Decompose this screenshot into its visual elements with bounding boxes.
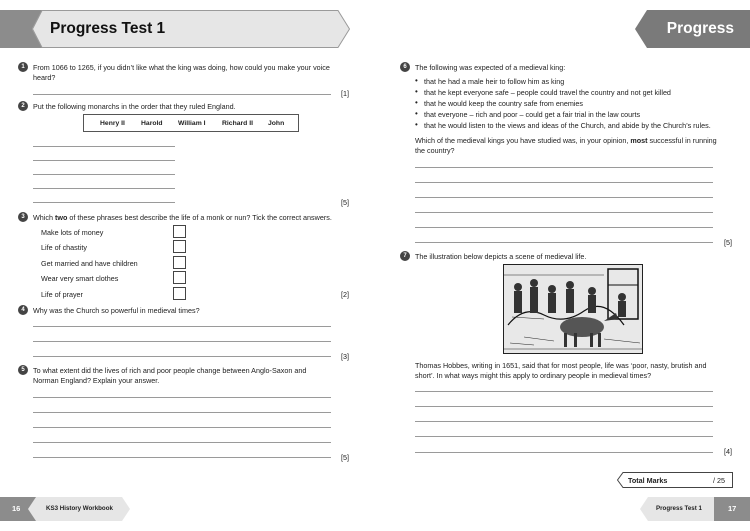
marks-label: [3]: [341, 352, 349, 361]
answer-line[interactable]: [33, 188, 175, 189]
answer-line[interactable]: [33, 356, 331, 357]
answer-line[interactable]: [33, 174, 175, 175]
monarchs-box: [83, 114, 299, 132]
answer-line[interactable]: [415, 436, 713, 437]
list-item: • that he would keep the country safe from enemies: [415, 99, 735, 110]
monarch-name: William I: [178, 120, 206, 127]
answer-line[interactable]: [33, 397, 331, 398]
marks-label: [5]: [341, 453, 349, 462]
answer-line[interactable]: [33, 457, 331, 458]
answer-line[interactable]: [415, 197, 713, 198]
answer-line[interactable]: [415, 227, 713, 228]
question-number-5: 5: [18, 365, 28, 375]
answer-line[interactable]: [33, 202, 175, 203]
answer-line[interactable]: [415, 406, 713, 407]
list-item: • that he kept everyone safe – people could travel the country and not get killed: [415, 88, 735, 99]
tick-box[interactable]: [173, 240, 186, 253]
list-item: • that everyone – rich and poor – could get a fair trial in the law courts: [415, 110, 735, 121]
total-marks-box: [617, 472, 733, 488]
answer-line[interactable]: [33, 146, 175, 147]
answer-line[interactable]: [33, 412, 331, 413]
tick-box[interactable]: [173, 256, 186, 269]
tick-box[interactable]: [173, 271, 186, 284]
answer-line[interactable]: [415, 212, 713, 213]
answer-line[interactable]: [415, 452, 713, 453]
option-label: Life of chastity: [41, 243, 87, 252]
page-number: 16: [12, 504, 21, 513]
marks-label: [1]: [341, 89, 349, 98]
question-4-text: Why was the Church so powerful in medieval times?: [33, 306, 200, 315]
tick-box[interactable]: [173, 287, 186, 300]
answer-line[interactable]: [33, 326, 331, 327]
monarch-name: Henry II: [100, 120, 125, 127]
question-number-3: 3: [18, 212, 28, 222]
left-header: [0, 10, 350, 48]
option-label: Get married and have children: [41, 259, 138, 268]
tick-box[interactable]: [173, 225, 186, 238]
marks-label: [2]: [341, 290, 349, 299]
question-7-text: The illustration below depicts a scene of medieval life.: [415, 252, 587, 261]
question-2-text: Put the following monarchs in the order that they ruled England.: [33, 102, 236, 111]
footer-left: [0, 497, 130, 521]
answer-line[interactable]: [33, 94, 331, 95]
answer-line[interactable]: [415, 391, 713, 392]
answer-line[interactable]: [33, 427, 331, 428]
marks-label: [5]: [341, 198, 349, 207]
total-marks-label: Total Marks: [628, 476, 668, 485]
question-3-text: Which two of these phrases best describe the life of a monk or nun? Tick the correct answers.: [33, 213, 332, 222]
answer-line[interactable]: [415, 167, 713, 168]
question-5-text: To what extent did the lives of rich and poor people change between Anglo-Saxon and: [33, 366, 307, 375]
option-label: Wear very smart clothes: [41, 274, 119, 283]
list-item: • that he had a male heir to follow him as king: [415, 77, 735, 88]
total-marks-value: / 25: [713, 476, 725, 485]
answer-line[interactable]: [415, 242, 713, 243]
option-label: Life of prayer: [41, 290, 83, 299]
list-item: • that he would listen to the views and ideas of the Church, and abide by the Church’s rules.: [415, 121, 735, 132]
question-number-1: 1: [18, 62, 28, 72]
hobbes-quote-text-line2: short’. In what ways might this apply to ordinary people in medieval times?: [415, 371, 652, 380]
question-number-4: 4: [18, 305, 28, 315]
footer-right: [640, 497, 750, 521]
option-label: Make lots of money: [41, 228, 104, 237]
question-6-follow-up-line2: the country?: [415, 146, 455, 155]
answer-line[interactable]: [415, 421, 713, 422]
question-number-6: 6: [400, 62, 410, 72]
right-header: [635, 10, 750, 48]
answer-line[interactable]: [415, 182, 713, 183]
answer-line[interactable]: [33, 442, 331, 443]
marks-label: [4]: [724, 447, 732, 456]
question-number-2: 2: [18, 101, 28, 111]
hobbes-quote-text: Thomas Hobbes, writing in 1651, said that for most people, life was ‘poor, nasty, brutish and: [415, 361, 707, 370]
marks-label: [5]: [724, 238, 732, 247]
question-6-text: The following was expected of a medieval king:: [415, 63, 566, 72]
test-title: Progress Test 1: [656, 505, 702, 512]
question-1-text-line2: heard?: [33, 73, 56, 82]
question-6-follow-up: Which of the medieval kings you have studied was, in your opinion, most successful in running: [415, 136, 717, 145]
monarch-name: John: [268, 120, 285, 127]
question-5-text-line2: Norman England? Explain your answer.: [33, 376, 160, 385]
page-title: Progress Test 1: [50, 20, 166, 37]
page-number: 17: [728, 504, 737, 513]
expectations-list: [415, 77, 735, 132]
medieval-woodcut-illustration: [503, 264, 643, 354]
workbook-title: KS3 History Workbook: [46, 505, 113, 512]
monarch-name: Richard II: [222, 120, 253, 127]
answer-line[interactable]: [33, 160, 175, 161]
question-1-text: From 1066 to 1265, if you didn’t like what the king was doing, how could you make your voice: [33, 63, 330, 72]
section-title: Progress: [666, 20, 734, 37]
monarch-name: Harold: [141, 120, 163, 127]
answer-line[interactable]: [33, 341, 331, 342]
question-number-7: 7: [400, 251, 410, 261]
